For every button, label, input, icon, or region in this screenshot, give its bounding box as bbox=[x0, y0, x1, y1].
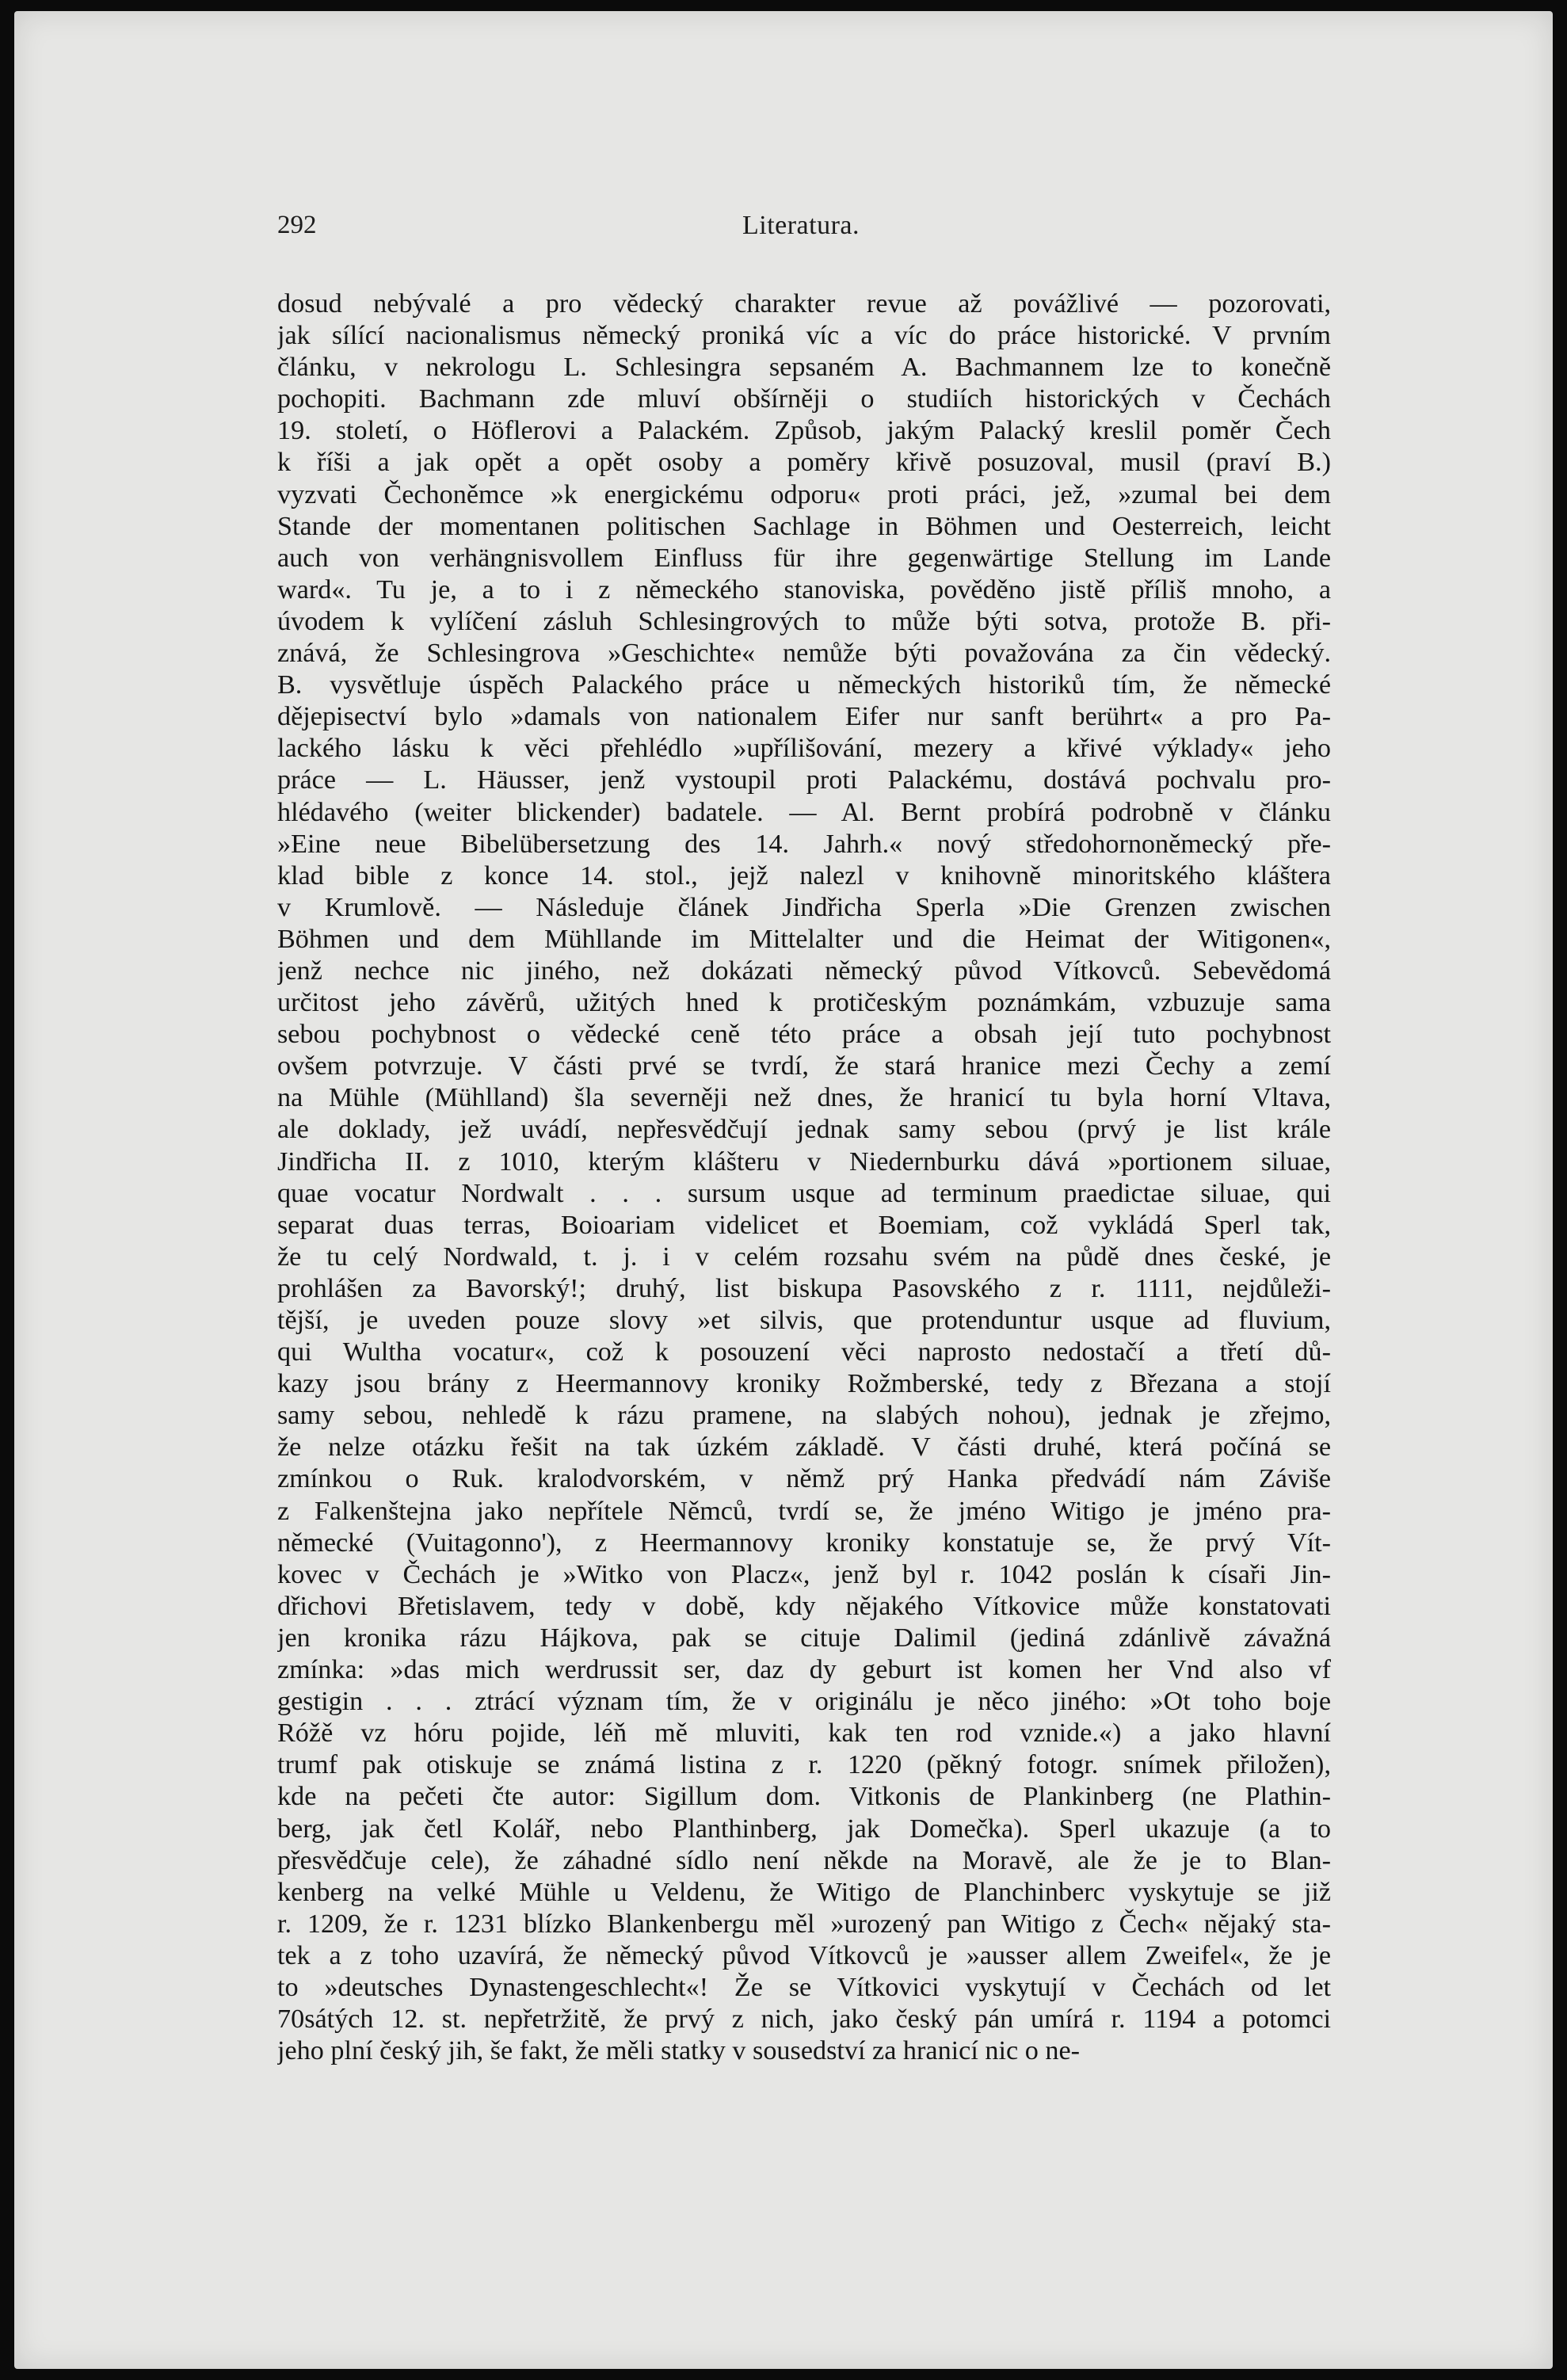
text-line: trumf pak otiskuje se známá listina z r. 1220 (pěkný fotogr. snímek přiložen), bbox=[277, 1750, 1331, 1780]
text-line: vyzvati Čechoněmce »k energickému odporu« proti práci, jež, »zumal bei dem bbox=[277, 479, 1331, 509]
text-line: ale doklady, jež uvádí, nepřesvědčují jednak samy sebou (prvý je list krále bbox=[277, 1115, 1331, 1145]
text-line: prohlášen za Bavorský!; druhý, list biskupa Pasovského z r. 1111, nejdůleži- bbox=[277, 1273, 1331, 1303]
text-line: ward«. Tu je, a to i z německého stanoviska, pověděno jistě příliš mnoho, a bbox=[277, 574, 1331, 605]
text-line: k říši a jak opět a opět osoby a poměry křivě posuzoval, musil (praví B.) bbox=[277, 448, 1331, 478]
running-title: Literatura. bbox=[742, 211, 860, 240]
text-line: určitost jeho závěrů, užitých hned k protičeským poznámkám, vzbuzuje sama bbox=[277, 988, 1331, 1018]
text-line: úvodem k vylíčení zásluh Schlesingrových to může býti sotva, protože B. při- bbox=[277, 606, 1331, 636]
text-line: zmínka: »das mich werdrussit ser, daz dy geburt ist komen her Vnd also vf bbox=[277, 1655, 1331, 1685]
scanned-page bbox=[14, 11, 1553, 2369]
body-text bbox=[277, 288, 1331, 2067]
text-line: to »deutsches Dynastengeschlecht«! Že se Vítkovici vyskytují v Čechách od let bbox=[277, 1972, 1331, 2002]
text-line: pochopiti. Bachmann zde mluví obšírněji o studiích historických v Čechách bbox=[277, 384, 1331, 414]
text-line: separat duas terras, Boioariam videlicet et Boemiam, což vykládá Sperl tak, bbox=[277, 1210, 1331, 1240]
text-line: přesvědčuje cele), že záhadné sídlo není někde na Moravě, ale že je to Blan- bbox=[277, 1845, 1331, 1875]
text-line: Stande der momentanen politischen Sachlage in Böhmen und Oesterreich, leicht bbox=[277, 511, 1331, 541]
text-line: v Krumlově. — Následuje článek Jindřicha Sperla »Die Grenzen zwischen bbox=[277, 892, 1331, 922]
text-line: lackého lásku k věci přehlédlo »upřílišování, mezery a křivé výklady« jeho bbox=[277, 734, 1331, 764]
text-line: 70sátých 12. st. nepřetržitě, že prvý z nich, jako český pán umírá r. 1194 a potomci bbox=[277, 2004, 1331, 2035]
text-line: »Eine neue Bibelübersetzung des 14. Jahrh.« nový středohornoněmecký pře- bbox=[277, 829, 1331, 859]
text-line: tek a z toho uzavírá, že německý původ Vítkovců je »ausser allem Zweifel«, že je bbox=[277, 1940, 1331, 1970]
text-line: zmínkou o Ruk. kralodvorském, v němž prý Hanka předvádí nám Záviše bbox=[277, 1464, 1331, 1494]
text-line: dosud nebývalé a pro vědecký charakter revue až povážlivé — pozorovati, bbox=[277, 289, 1331, 318]
text-line: článku, v nekrologu L. Schlesingra sepsaném A. Bachmannem lze to konečně bbox=[277, 353, 1331, 383]
text-line: jeho plní český jih, še fakt, že měli statky v sousedství za hranicí nic o ne- bbox=[277, 2036, 1081, 2066]
text-line: dřichovi Břetislavem, tedy v době, kdy nějakého Vítkovice může konstatovati bbox=[277, 1591, 1331, 1621]
text-line: Jindřicha II. z 1010, kterým klášteru v Niedernburku dává »portionem siluae, bbox=[277, 1146, 1331, 1177]
text-line: německé (Vuitagonno'), z Heermannovy kroniky konstatuje se, že prvý Vít- bbox=[277, 1528, 1331, 1558]
page-header bbox=[277, 211, 1325, 249]
text-line: quae vocatur Nordwalt . . . sursum usque ad terminum praedictae siluae, qui bbox=[277, 1178, 1331, 1208]
page-number: 292 bbox=[277, 211, 317, 239]
text-line: tější, je uveden pouze slovy »et silvis, que protenduntur usque ad fluvium, bbox=[277, 1306, 1331, 1335]
text-line: kovec v Čechách je »Witko von Placz«, jenž byl r. 1042 poslán k císaři Jin- bbox=[277, 1559, 1331, 1589]
text-line: jak sílící nacionalismus německý proniká víc a víc do práce historické. V prvním bbox=[277, 321, 1331, 351]
text-line: gestigin . . . ztrácí význam tím, že v originálu je něco jiného: »Ot toho boje bbox=[277, 1687, 1331, 1717]
text-line: že tu celý Nordwald, t. j. i v celém rozsahu svém na půdě dnes české, je bbox=[277, 1241, 1331, 1272]
text-line: klad bible z konce 14. stol., jejž nalezl v knihovně minoritského kláštera bbox=[277, 860, 1331, 891]
text-line: dějepisectví bylo »damals von nationalem Eifer nur sanft berührt« a pro Pa- bbox=[277, 702, 1331, 732]
text-line: qui Wultha vocatur«, což k posouzení věci naprosto nedostačí a třetí dů- bbox=[277, 1337, 1331, 1367]
text-line: jenž nechce nic jiného, než dokázati německý původ Vítkovců. Sebevědomá bbox=[277, 955, 1331, 986]
text-line: ovšem potvrzuje. V části prvé se tvrdí, že stará hranice mezi Čechy a zemí bbox=[277, 1051, 1331, 1081]
text-line: kde na pečeti čte autor: Sigillum dom. Vitkonis de Plankinberg (ne Plathin- bbox=[277, 1782, 1331, 1812]
text-line: znává, že Schlesingrova »Geschichte« nemůže býti považována za čin vědecký. bbox=[277, 639, 1331, 669]
text-line: Böhmen und dem Mühllande im Mittelalter und die Heimat der Witigonen«, bbox=[277, 924, 1331, 954]
text-line: kazy jsou brány z Heermannovy kroniky Rožmberské, tedy z Březana a stojí bbox=[277, 1369, 1331, 1399]
text-line: z Falkenštejna jako nepřítele Němců, tvrdí se, že jméno Witigo je jméno pra- bbox=[277, 1496, 1331, 1526]
text-line: auch von verhängnisvollem Einfluss für ihre gegenwärtige Stellung im Lande bbox=[277, 543, 1331, 573]
text-line: hlédavého (weiter blickender) badatele. — Al. Bernt probírá podrobně v článku bbox=[277, 797, 1331, 827]
text-line: sebou pochybnost o vědecké ceně této práce a obsah její tuto pochybnost bbox=[277, 1020, 1331, 1050]
text-line: že nelze otázku řešit na tak úzkém základě. V části druhé, která počíná se bbox=[277, 1432, 1331, 1463]
text-line: 19. století, o Höflerovi a Palackém. Způsob, jakým Palacký kreslil poměr Čech bbox=[277, 416, 1331, 446]
text-line: na Mühle (Mühlland) šla severněji než dnes, že hranicí tu byla horní Vltava, bbox=[277, 1083, 1331, 1113]
text-line: r. 1209, že r. 1231 blízko Blankenbergu měl »urozený pan Witigo z Čech« nějaký sta- bbox=[277, 1909, 1331, 1939]
text-line: kenberg na velké Mühle u Veldenu, že Witigo de Planchinberc vyskytuje se již bbox=[277, 1877, 1331, 1907]
text-line: samy sebou, nehledě k rázu pramene, na slabých nohou), jednak je zřejmo, bbox=[277, 1401, 1331, 1431]
text-line: berg, jak četl Kolář, nebo Planthinberg, jak Domečka). Sperl ukazuje (a to bbox=[277, 1814, 1331, 1844]
text-line: Róžě vz hóru pojide, léň mě mluviti, kak ten rod vznide.«) a jako hlavní bbox=[277, 1718, 1331, 1749]
text-line: B. vysvětluje úspěch Palackého práce u německých historiků tím, že německé bbox=[277, 670, 1331, 700]
text-line: práce — L. Häusser, jenž vystoupil proti Palackému, dostává pochvalu pro- bbox=[277, 765, 1331, 795]
text-line: jen kronika rázu Hájkova, pak se cituje Dalimil (jediná zdánlivě závažná bbox=[277, 1623, 1331, 1653]
